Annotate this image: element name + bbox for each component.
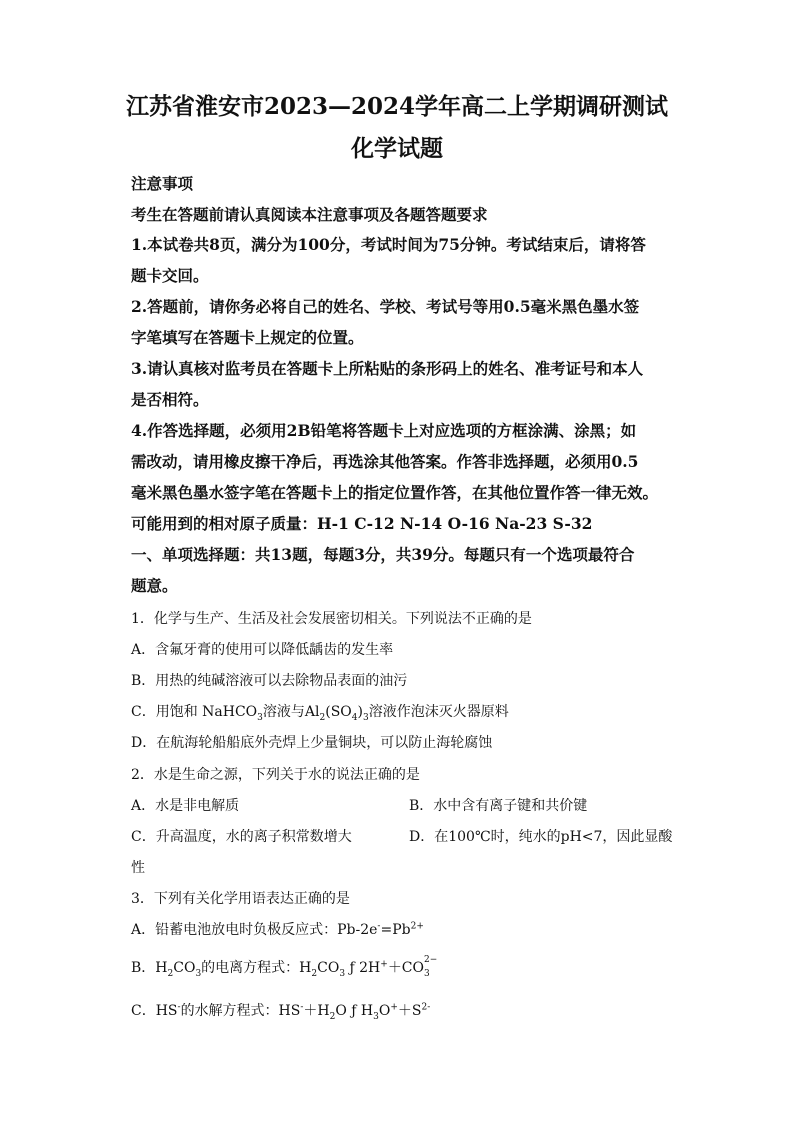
notice-item-2-line-1: 2.答题前，请你务必将自己的姓名、学校、考试号等用0.5毫米黑色墨水签 bbox=[131, 297, 640, 316]
notice-item-3-line-1: 3.请认真核对监考员在答题卡上所粘贴的条形码上的姓名、准考证号和本人 bbox=[131, 359, 644, 378]
section-heading-line-2: 题意。 bbox=[131, 576, 178, 595]
q2-option-b: B．水中含有离子键和共价键 bbox=[409, 798, 588, 814]
q3-c-sup: + bbox=[390, 1002, 398, 1013]
q1-c-sub: 4 bbox=[351, 712, 358, 723]
q1-option-a: A．含氟牙膏的使用可以降低龋齿的发生率 bbox=[131, 642, 394, 658]
q3-b-sub: 3 bbox=[339, 968, 346, 979]
q1-c-sub: 3 bbox=[362, 712, 369, 723]
q3-option-a bbox=[131, 919, 424, 939]
q3-b-text: ＋CO bbox=[387, 960, 425, 976]
q3-c-text: O ƒ H bbox=[335, 1003, 374, 1019]
page-subtitle: 化学试题 bbox=[351, 135, 443, 162]
q3-a-text: A．铅蓄电池放电时负极反应式：Pb-2e bbox=[131, 922, 378, 938]
notice-item-3-line-2: 是否相符。 bbox=[131, 390, 209, 409]
q1-c-text: (SO bbox=[325, 704, 352, 720]
q1-c-sub: 3 bbox=[257, 712, 263, 723]
notice-item-4-line-2: 需改动，请用橡皮擦干净后，再选涂其他答案。作答非选择题，必须用0.5 bbox=[131, 452, 639, 471]
q3-c-sup: - bbox=[300, 1002, 304, 1013]
q3-c-text: ＋S bbox=[397, 1003, 422, 1019]
q3-option-c bbox=[131, 1000, 430, 1020]
q1-c-sub: 2 bbox=[319, 712, 326, 723]
q3-b-sub: 2 bbox=[311, 968, 318, 979]
q3-c-text: C．HS bbox=[131, 1003, 178, 1019]
q2-stem: 2．水是生命之源，下列关于水的说法正确的是 bbox=[131, 767, 420, 783]
q3-a-sup: 2+ bbox=[410, 921, 424, 932]
q3-stem: 3．下列有关化学用语表达正确的是 bbox=[131, 891, 350, 907]
q1-c-text: ) bbox=[357, 704, 363, 720]
q3-c-sub: 3 bbox=[373, 1011, 379, 1022]
q1-option-b: B．用热的纯碱溶液可以去除物品表面的油污 bbox=[131, 673, 408, 689]
notice-item-1-line-2: 题卡交回。 bbox=[131, 266, 209, 285]
q2-option-d-continued: 性 bbox=[131, 860, 145, 876]
q3-b-text: B．H bbox=[131, 960, 168, 976]
q1-c-text: 溶液作泡沫灭火器原料 bbox=[368, 704, 509, 720]
q1-stem: 1．化学与生产、生活及社会发展密切相关。下列说法不正确的是 bbox=[131, 611, 532, 627]
q3-b-text: ƒ 2H bbox=[345, 960, 381, 976]
q1-c-text: 溶液与Al bbox=[262, 704, 320, 720]
q2-option-a: A．水是非电解质 bbox=[131, 798, 240, 814]
q3-b-sup: + bbox=[380, 959, 388, 970]
atomic-masses: 可能用到的相对原子质量：H-1 C-12 N-14 O-16 Na-23 S-32 bbox=[131, 514, 593, 533]
q1-c-text: C．用饱和 NaHCO bbox=[131, 704, 258, 720]
q1-option-d: D．在航海轮船船底外壳焊上少量铜块，可以防止海轮腐蚀 bbox=[131, 735, 493, 751]
notice-intro: 考生在答题前请认真阅读本注意事项及各题答题要求 bbox=[131, 205, 488, 224]
notice-item-4-line-3: 毫米黑色墨水签字笔在答题卡上的指定位置作答，在其他位置作答一律无效。 bbox=[131, 483, 659, 502]
q3-b-sub: 3 bbox=[195, 968, 202, 979]
notice-item-1-line-1: 1.本试卷共8页，满分为100分，考试时间为75分钟。考试结束后，请将答 bbox=[131, 235, 646, 254]
q3-b-charge-stack: 2− 3 bbox=[424, 955, 438, 979]
q3-c-sub: 2 bbox=[329, 1011, 336, 1022]
q3-option-b bbox=[131, 957, 438, 977]
page-title: 江苏省淮安市2023—2024学年高二上学期调研测试 bbox=[125, 93, 669, 120]
q2-option-c: C．升高温度，水的离子积常数增大 bbox=[131, 829, 352, 845]
q3-c-text: 的水解方程式：HS bbox=[180, 1003, 301, 1019]
q3-a-sup: - bbox=[377, 921, 381, 932]
notice-item-2-line-2: 字笔填写在答题卡上规定的位置。 bbox=[131, 328, 364, 347]
q1-option-c bbox=[131, 701, 509, 721]
q3-b-text: CO bbox=[173, 960, 196, 976]
q3-b-text: CO bbox=[317, 960, 340, 976]
q3-a-text: =Pb bbox=[380, 922, 411, 938]
q3-b-text: 的电离方程式：H bbox=[201, 960, 312, 976]
section-heading-line-1: 一、单项选择题：共13题，每题3分，共39分。每题只有一个选项最符合 bbox=[131, 545, 635, 564]
notice-item-4-line-1: 4.作答选择题，必须用2B铅笔将答题卡上对应选项的方框涂满、涂黑；如 bbox=[131, 421, 637, 440]
q3-c-text: O bbox=[378, 1003, 391, 1019]
q3-c-sup: - bbox=[177, 1002, 181, 1013]
q3-c-sup: 2- bbox=[421, 1002, 431, 1013]
q3-b-sub: 2 bbox=[167, 968, 174, 979]
q2-option-d: D．在100℃时，纯水的pH<7，因此显酸 bbox=[409, 829, 673, 845]
q3-c-text: ＋H bbox=[303, 1003, 330, 1019]
notice-heading: 注意事项 bbox=[131, 174, 194, 193]
